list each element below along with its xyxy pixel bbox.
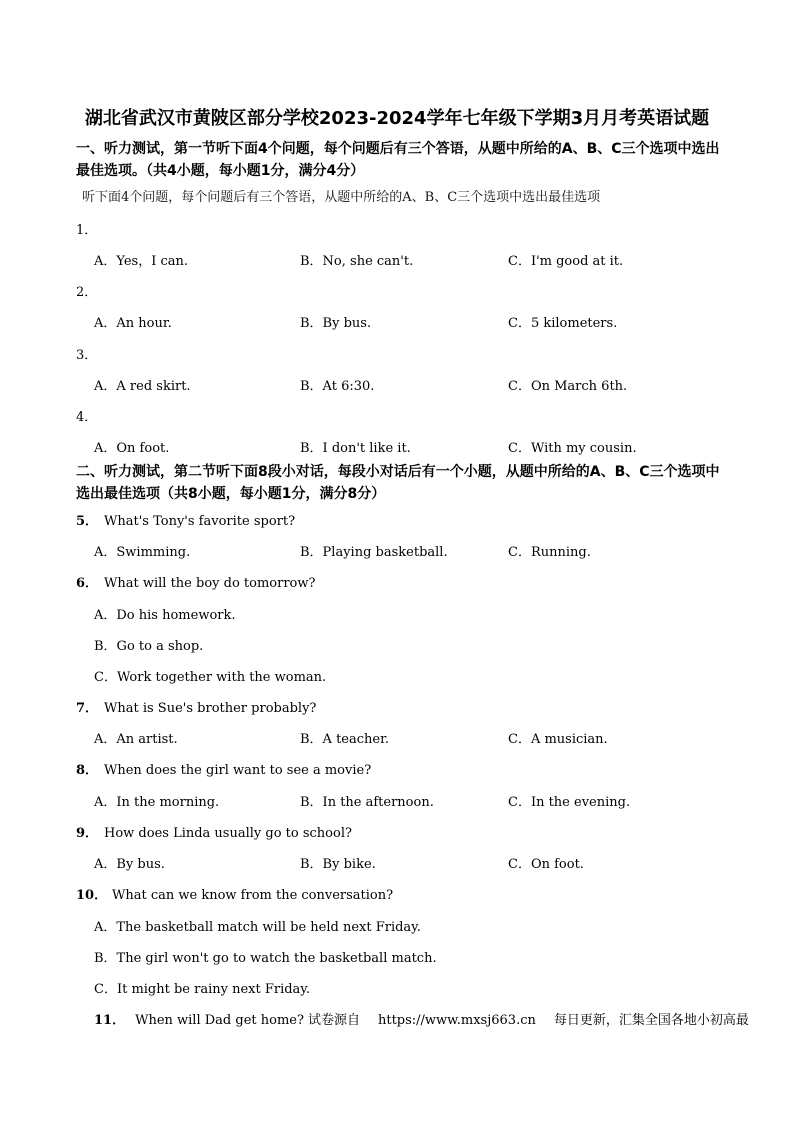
question-8 — [76, 759, 371, 778]
question-7-text: What is Sue's brother probably? — [104, 701, 317, 716]
question-11-text: When will Dad get home? — [135, 1013, 304, 1028]
question-11-number: 11． — [94, 1013, 126, 1028]
question-8-number: 8． — [76, 763, 99, 778]
question-10-text: What can we know from the conversation? — [112, 888, 394, 903]
q6-option-a: A．Do his homework. — [94, 608, 236, 623]
q1-option-a: A．Yes，I can. — [94, 254, 189, 269]
question-3-number: 3． — [76, 348, 98, 363]
q8-option-a: A．In the morning. — [94, 795, 220, 810]
q2-option-a: A．An hour. — [94, 316, 172, 331]
question-5 — [76, 510, 295, 529]
q2-option-b: B．By bus. — [300, 316, 372, 331]
exam-title: 湖北省武汉市黄陂区部分学校2023-2024学年七年级下学期3月月考英语试题 — [84, 108, 710, 129]
question-6-number: 6． — [76, 576, 99, 591]
question-10-number: 10． — [76, 888, 108, 903]
q6-option-c: C．Work together with the woman. — [94, 670, 327, 685]
question-8-text: When does the girl want to see a movie? — [104, 763, 372, 778]
question-9-number: 9． — [76, 826, 99, 841]
q9-option-a: A．By bus. — [94, 857, 165, 872]
q8-option-c: C．In the evening. — [508, 795, 631, 810]
q10-option-c: C．It might be rainy next Friday. — [94, 982, 311, 997]
question-2-number: 2． — [76, 285, 98, 300]
question-4-number: 4． — [76, 410, 98, 425]
q7-option-c: C．A musician. — [508, 732, 608, 747]
question-5-number: 5． — [76, 514, 99, 529]
question-9 — [76, 822, 352, 841]
question-9-text: How does Linda usually go to school? — [104, 826, 352, 841]
q5-option-c: C．Running. — [508, 545, 591, 560]
q3-option-a: A．A red skirt. — [94, 379, 191, 394]
section2-heading: 二、听力测试，第二节听下面8段小对话，每段小对话后有一个小题，从题中所给的A、B、C三个选项中选出最佳选项（共8小题，每小题1分，满分8分） — [76, 464, 720, 502]
q10-option-b: B．The girl won't go to watch the basketball match. — [94, 951, 437, 966]
q2-option-c: C．5 kilometers. — [508, 316, 618, 331]
q4-option-b: B．I don't like it. — [300, 441, 411, 456]
q1-option-c: C．I'm good at it. — [508, 254, 624, 269]
question-10 — [76, 884, 393, 903]
q10-option-a: A．The basketball match will be held next Friday. — [94, 920, 421, 935]
question-5-text: What's Tony's favorite sport? — [104, 514, 296, 529]
q9-option-b: B．By bike. — [300, 857, 376, 872]
question-6 — [76, 572, 315, 591]
source-url-link[interactable]: https://www.mxsj663.cn — [377, 1013, 536, 1028]
question-7-number: 7． — [76, 701, 99, 716]
q4-option-a: A．On foot. — [94, 441, 170, 456]
source-note: 每日更新，汇集全国各地小初高最 — [553, 1013, 749, 1028]
question-11 — [94, 1009, 749, 1028]
q3-option-c: C．On March 6th. — [508, 379, 628, 394]
question-1-number: 1． — [76, 223, 98, 238]
q7-option-a: A．An artist. — [94, 732, 178, 747]
q6-option-b: B．Go to a shop. — [94, 639, 204, 654]
source-label: 试卷源自 — [307, 1013, 360, 1028]
q1-option-b: B．No, she can't. — [300, 254, 414, 269]
q4-option-c: C．With my cousin. — [508, 441, 637, 456]
q8-option-b: B．In the afternoon. — [300, 795, 434, 810]
q5-option-b: B．Playing basketball. — [300, 545, 448, 560]
question-6-text: What will the boy do tomorrow? — [104, 576, 316, 591]
q7-option-b: B．A teacher. — [300, 732, 390, 747]
q9-option-c: C．On foot. — [508, 857, 584, 872]
q5-option-a: A．Swimming. — [94, 545, 191, 560]
question-7 — [76, 697, 316, 716]
q3-option-b: B．At 6:30. — [300, 379, 375, 394]
section1-heading: 一、听力测试，第一节听下面4个问题，每个问题后有三个答语，从题中所给的A、B、C三个选项中选出最佳选项。（共4小题，每小题1分，满分4分） — [76, 141, 720, 179]
section1-instruction: 听下面4个问题，每个问题后有三个答语，从题中所给的A、B、C三个选项中选出最佳选项 — [82, 190, 601, 205]
